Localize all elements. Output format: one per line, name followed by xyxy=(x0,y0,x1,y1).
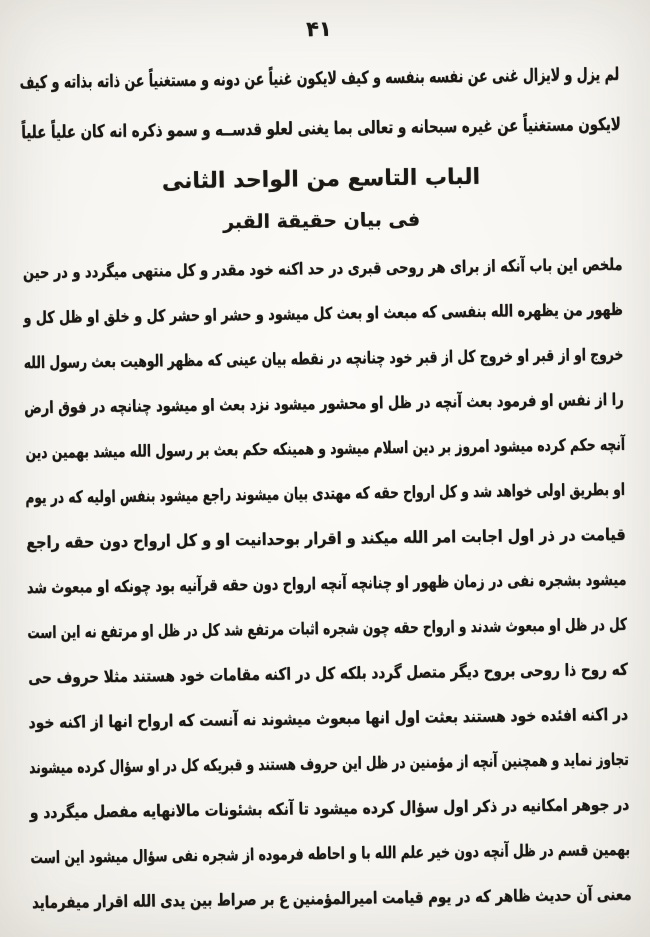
chapter-subheading: فی بیان حقیقة القبر xyxy=(222,208,421,234)
body-line-text: بهمین قسم در ظل آنچه دون خیر علم الله با و احاطه فرموده از شجره نفی سؤال میشود این است xyxy=(30,839,631,868)
body-line-text: ملخص این باب آنکه از برای هر روحی قبری در حد اکنه خود مقدر و کل منتهی میگردد و در حین xyxy=(22,254,623,283)
body-text xyxy=(22,242,631,925)
opening-line xyxy=(20,100,621,158)
body-line-text: ظهور من یظهره الله بنفسی که مبعث او بعث کل میشود و حشر او حشر کل و خلق او ظل کل و xyxy=(23,299,623,328)
body-line-text: خروج او از قبر او خروج کل از قبر خود چنانچه در نقطه بیان عینی که مظهر الوهیت بعث رسول الله xyxy=(23,344,624,373)
body-line-text: در اکنه افئده خود هستند بعثت اول انها مبعوث میشوند نه آنست که ارواح انها از اکنه خود xyxy=(28,704,629,733)
body-line-text: میشود بشجره نفی در زمان ظهور او چنانچه آنچه ارواح دون حقه قرآنیه بود چونکه او مبعوث شد xyxy=(26,569,627,598)
chapter-heading: الباب التاسع من الواحد الثانی xyxy=(161,164,481,195)
page-number: ۴۱ xyxy=(305,16,332,42)
body-line-text: او بطریق اولی خواهد شد و کل ارواح حقه که مهتدی بیان میشوند راجع میشود بنفس اولیه که در یوم xyxy=(25,479,626,508)
opening-line-text: لم یزل و لایزال غنی عن نفسه بنفسه و کیف لایکون غنیاً عن دونه و مستغنیاً عن ذاته بذاته و کیف xyxy=(19,64,620,94)
opening-line-text: لایکون مستغنیاً عن غیره سبحانه و تعالی بما یغنی لعلو قدســه و سمو ذکره انه کان علیاً علیاً xyxy=(20,114,621,144)
body-line-text: در جوهر امکانیه در ذکر اول سؤال کرده میشود تا آنکه بشئونات مالانهایه مفصل میگردد و xyxy=(30,794,630,823)
body-line-text: کل در ظل او مبعوث شدند و ارواح حقه چون شجره اثبات مرتفع شد کل در ظل او مرتفع نه این است xyxy=(27,614,628,643)
body-line-text: معنی آن حدیث ظاهر که در یوم قیامت امیرالمؤمنین ع بر صراط بین یدی الله اقرار میفرماید xyxy=(31,884,632,913)
body-line-text: را از نفس او فرمود بعث آنچه در ظل او محشور میشود نزد بعث او میشود چنانچه در فوق ارض xyxy=(24,389,625,418)
body-line xyxy=(31,872,632,925)
body-line-text: تجاوز نماید و همچنین آنچه از مؤمنین در ظل این حروف هستند و قبریکه کل در او سؤال کرده میشوند xyxy=(29,749,630,778)
body-line-text: آنچه حکم کرده میشود امروز بر دین اسلام میشود و همینکه حکم بعث بر رسول الله میشد بهمین دین xyxy=(25,434,625,463)
body-line-text: که روح ذا روحی بروح دیگر متصل گردد بلکه کل در اکنه مقامات خود هستند مثلا حروف حی xyxy=(28,659,629,688)
body-line-text: قیامت در ذر اول اجابت امر الله میکند و اقرار بوحدانیت او و کل ارواح دون حقه راجع xyxy=(26,524,627,553)
opening-line xyxy=(19,50,620,108)
page-content xyxy=(19,4,632,925)
opening-passage xyxy=(19,50,620,158)
